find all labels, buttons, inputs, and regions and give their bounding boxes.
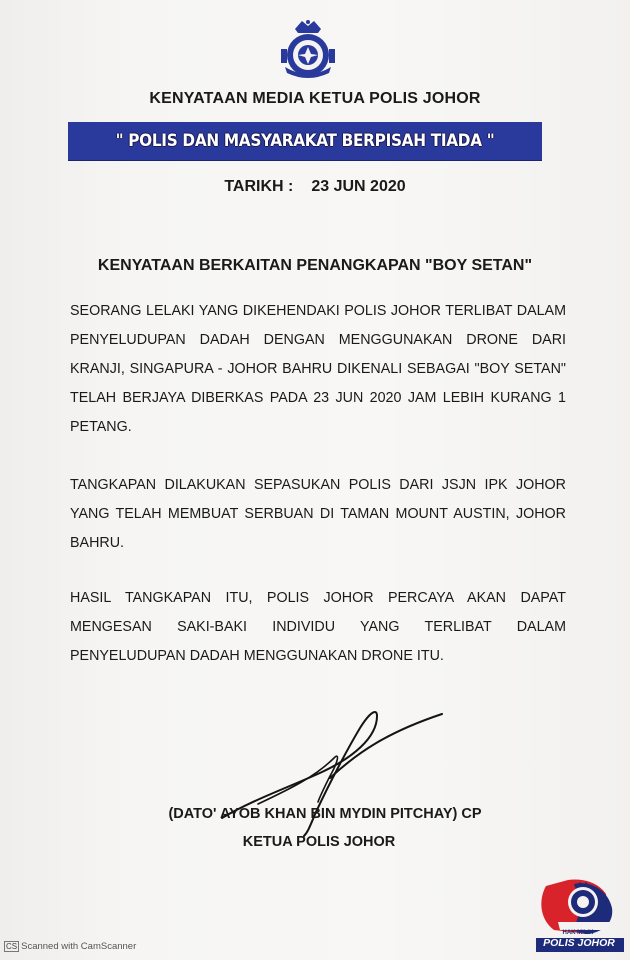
badge-label-main: POLIS JOHOR <box>543 937 615 949</box>
date-label: TARIKH : <box>224 178 294 195</box>
date-line <box>0 178 630 196</box>
signatory-position: KETUA POLIS JOHOR <box>242 834 396 850</box>
camscanner-logo-icon: CS <box>6 942 18 951</box>
page-title: KENYATAAN MEDIA KETUA POLIS JOHOR <box>149 90 481 107</box>
date-value: 23 JUN 2020 <box>311 178 406 195</box>
signatory-name: (DATO' AYOB KHAN BIN MYDIN PITCHAY) CP <box>168 806 482 822</box>
police-crest-icon <box>275 15 341 81</box>
statement-paragraph: TANGKAPAN DILAKUKAN SEPASUKAN POLIS DARI JSJN IPK JOHOR YANG TELAH MEMBUAT SERBUAN DI TAMAN MOUNT AUSTIN, JOHOR BAHRU. <box>70 477 566 551</box>
statement-paragraph: HASIL TANGKAPAN ITU, POLIS JOHOR PERCAYA AKAN DAPAT MENGESAN SAKI-BAKI INDIVIDU YANG TERLIBAT DALAM PENYELUDUPAN DADAH MENGGUNAKAN DRONE ITU. <box>70 590 566 664</box>
statement-heading: KENYATAAN BERKAITAN PENANGKAPAN "BOY SETAN" <box>97 257 533 274</box>
badge-label-top: HAK MILIK <box>562 930 594 936</box>
scanner-watermark <box>4 941 136 952</box>
scanner-watermark-text: Scanned with CamScanner <box>21 941 137 952</box>
motto-banner: " POLIS DAN MASYARAKAT BERPISAH TIADA " <box>68 122 542 160</box>
statement-paragraph: SEORANG LELAKI YANG DIKEHENDAKI POLIS JOHOR TERLIBAT DALAM PENYELUDUPAN DADAH DENGAN MENGGUNAKAN DRONE DARI KRANJI, SINGAPURA - JOHOR BAHRU DIKENALI SEBAGAI "BOY SETAN" TELAH BERJAYA DIBERKAS PADA 23 JUN 2020 JAM LEBIH KURANG 1 PETANG. <box>70 303 566 435</box>
